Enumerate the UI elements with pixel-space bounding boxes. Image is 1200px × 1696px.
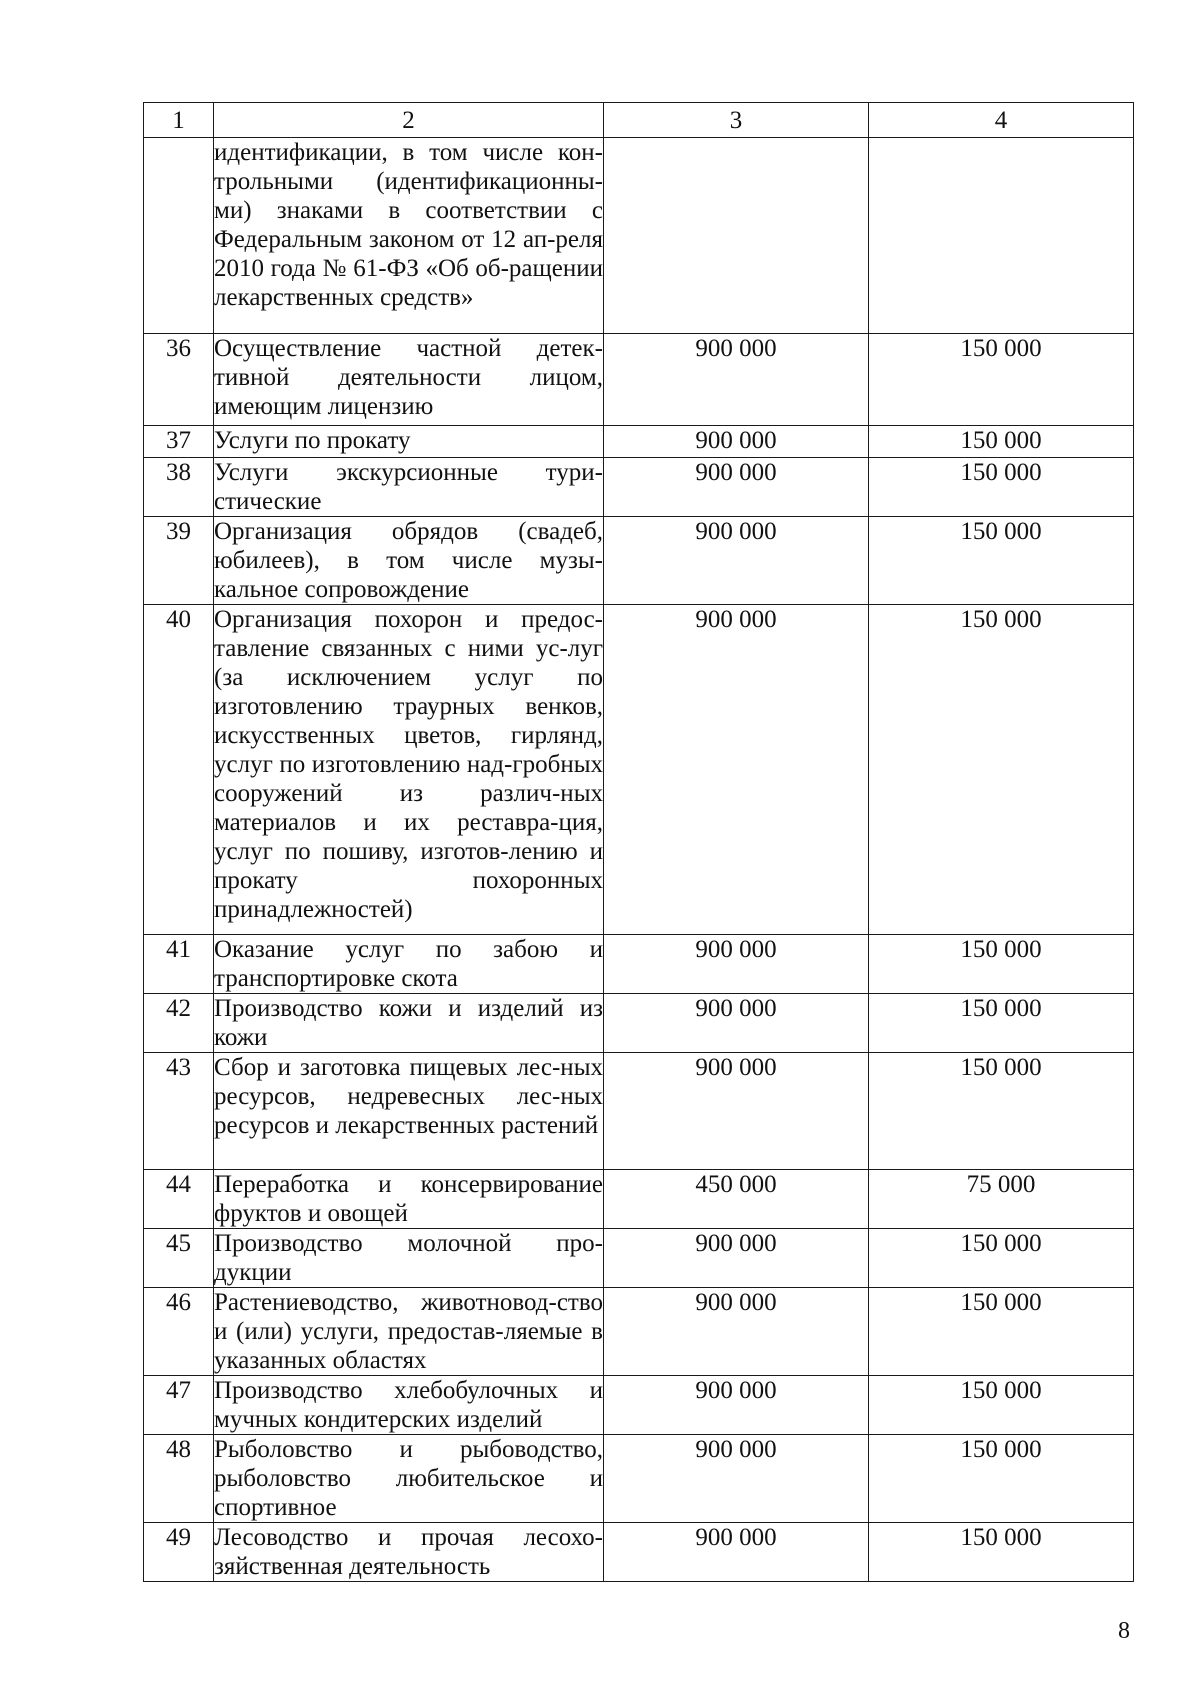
table-row (144, 1435, 1134, 1523)
page-number: 8 (1118, 1618, 1130, 1644)
table-row (144, 1229, 1134, 1288)
row-activity: Производство молочной про-дукции (214, 1230, 603, 1286)
row-col4-value: 150 000 (869, 1523, 1134, 1582)
table-row (144, 994, 1134, 1053)
row-col4-value: 150 000 (869, 1053, 1134, 1170)
row-number: 41 (144, 935, 214, 994)
row-col4-value: 150 000 (869, 458, 1134, 517)
row-number: 42 (144, 994, 214, 1053)
row-number: 45 (144, 1229, 214, 1288)
table-row (144, 1053, 1134, 1170)
row-activity: Оказание услуг по забою и транспортировке скота (214, 936, 603, 992)
table-header-row (144, 103, 1134, 138)
row-col4-value: 150 000 (869, 334, 1134, 426)
row-number: 44 (144, 1170, 214, 1229)
header-col-1: 1 (144, 103, 214, 138)
row-activity: Растениеводство, животновод-ство и (или) услуги, предостав-ляемые в указанных областях (214, 1289, 603, 1374)
row-number: 48 (144, 1435, 214, 1523)
row-col3-value: 900 000 (604, 1523, 869, 1582)
row-activity: Услуги по прокату (214, 426, 604, 458)
row-col3-value: 450 000 (604, 1170, 869, 1229)
row-number: 36 (144, 334, 214, 426)
header-col-4: 4 (869, 103, 1134, 138)
table-row (144, 334, 1134, 426)
row-col4-value: 150 000 (869, 517, 1134, 605)
row-col4-value: 150 000 (869, 1288, 1134, 1376)
row-col3-value: 900 000 (604, 334, 869, 426)
row-activity: Рыболовство и рыбоводство, рыболовство любительское и спортивное (214, 1436, 603, 1521)
row-col4-value: 150 000 (869, 1229, 1134, 1288)
row-activity: Производство хлебобулочных и мучных кондитерских изделий (214, 1377, 603, 1433)
row-col4-value: 75 000 (869, 1170, 1134, 1229)
row-col3-value: 900 000 (604, 605, 869, 935)
row-col4-value: 150 000 (869, 994, 1134, 1053)
row-number: 49 (144, 1523, 214, 1582)
row-col4-value: 150 000 (869, 1435, 1134, 1523)
row-number: 37 (144, 426, 214, 458)
row-col4-value: 150 000 (869, 935, 1134, 994)
row-number: 47 (144, 1376, 214, 1435)
row-col4-value: 150 000 (869, 426, 1134, 458)
row-number: 40 (144, 605, 214, 935)
row-col3-value: 900 000 (604, 994, 869, 1053)
table-row (144, 458, 1134, 517)
row-col3-value: 900 000 (604, 517, 869, 605)
row-col3-value: 900 000 (604, 1435, 869, 1523)
header-col-3: 3 (604, 103, 869, 138)
table-row-continuation (144, 138, 1134, 334)
table-row (144, 426, 1134, 458)
header-col-2: 2 (214, 103, 604, 138)
row-col3-value: 900 000 (604, 1288, 869, 1376)
row-number: 38 (144, 458, 214, 517)
row-number: 46 (144, 1288, 214, 1376)
table-row (144, 517, 1134, 605)
row-activity: Переработка и консервирование фруктов и овощей (214, 1171, 603, 1227)
row-col4-value (869, 138, 1134, 334)
row-col3-value: 900 000 (604, 1376, 869, 1435)
table-row (144, 605, 1134, 935)
row-col3-value: 900 000 (604, 935, 869, 994)
row-activity: Лесоводство и прочая лесохо-зяйственная деятельность (214, 1524, 603, 1580)
row-col3-value: 900 000 (604, 458, 869, 517)
row-col3-value (604, 138, 869, 334)
table-row (144, 1288, 1134, 1376)
row-col4-value: 150 000 (869, 1376, 1134, 1435)
row-activity: идентификации, в том числе кон-трольными (идентификационны-ми) знаками в соответствии с Федеральным законом от 12 ап-реля 2010 года № 61-ФЗ «Об об-ращении лекарственных средств» (214, 138, 604, 334)
table-row (144, 1376, 1134, 1435)
row-activity: Услуги экскурсионные тури-стические (214, 459, 603, 515)
table-row (144, 935, 1134, 994)
row-activity: Производство кожи и изделий из кожи (214, 995, 603, 1051)
row-number: 43 (144, 1053, 214, 1170)
row-col4-value: 150 000 (869, 605, 1134, 935)
row-col3-value: 900 000 (604, 1229, 869, 1288)
row-col3-value: 900 000 (604, 426, 869, 458)
row-activity: Организация обрядов (свадеб, юбилеев), в том числе музы-кальное сопровождение (214, 518, 603, 603)
row-number (144, 138, 214, 334)
table-row (144, 1170, 1134, 1229)
row-col3-value: 900 000 (604, 1053, 869, 1170)
row-activity: Сбор и заготовка пищевых лес-ных ресурсов, недревесных лес-ных ресурсов и лекарственных растений (214, 1053, 604, 1170)
table-row (144, 1523, 1134, 1582)
row-activity: Осуществление частной детек-тивной деятельности лицом, имеющим лицензию (214, 334, 604, 426)
row-number: 39 (144, 517, 214, 605)
activities-table (143, 102, 1134, 1582)
row-activity: Организация похорон и предос-тавление связанных с ними ус-луг (за исключением услуг по изготовлению траурных венков, искусственных цветов, гирлянд, услуг по изготовлению над-гробных сооружений из различ-ных материалов и их реставра-ция, услуг по пошиву, изготов-лению и прокату похоронных принадлежностей) (214, 605, 604, 935)
